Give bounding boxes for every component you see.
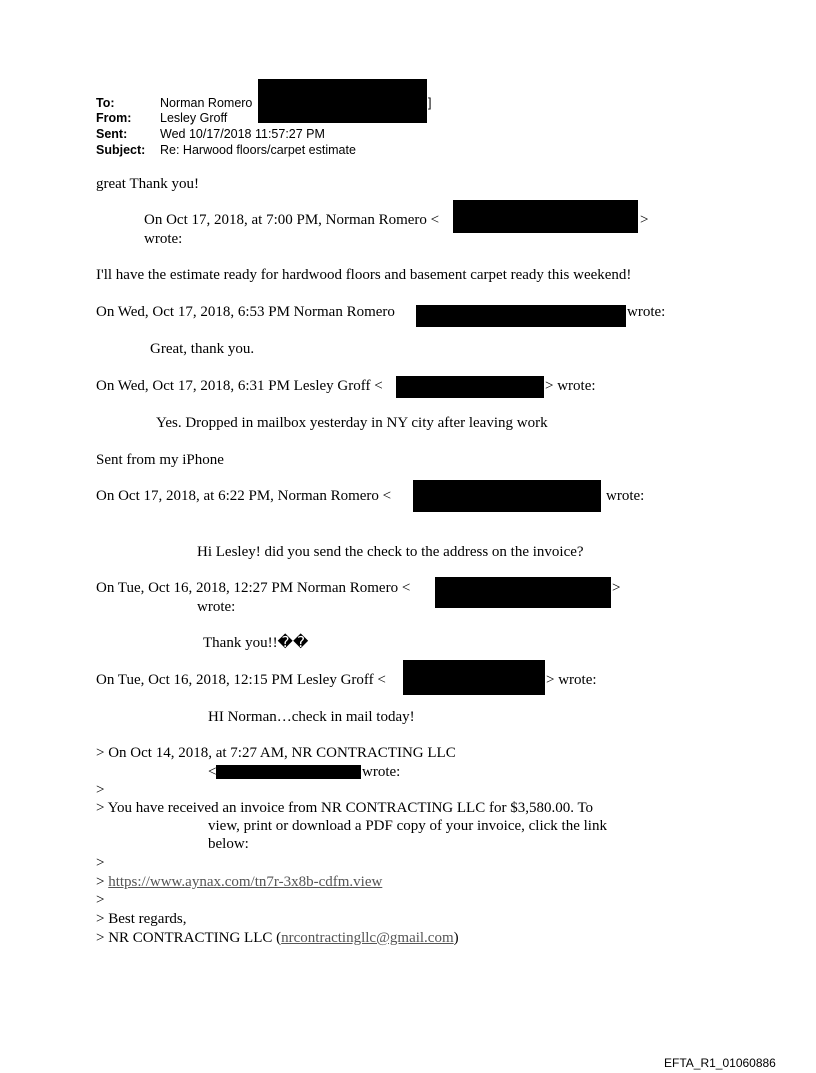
invoice-link[interactable]: https://www.aynax.com/tn7r-3x8b-cdfm.view (108, 874, 383, 890)
email-link[interactable]: nrcontractingllc@gmail.com (281, 930, 454, 946)
quote-header-tail: > (640, 212, 649, 228)
redaction-box (435, 577, 611, 608)
header-sent-value: Wed 10/17/2018 11:57:27 PM (160, 127, 325, 141)
redaction-box (403, 660, 545, 695)
body-line: Thank you!!�� (203, 635, 309, 651)
quoted-line: > (96, 782, 105, 798)
redaction-box (216, 765, 361, 779)
header-from-value: Lesley Groff (160, 111, 228, 125)
quoted-line: wrote: (362, 764, 401, 780)
signature-company: > NR CONTRACTING LLC ( (96, 930, 282, 946)
quote-header-wrote: wrote: (627, 304, 666, 320)
redaction-box (258, 79, 427, 123)
redaction-box (453, 200, 638, 233)
quote-header: On Tue, Oct 16, 2018, 12:27 PM Norman Romero < (96, 580, 411, 596)
header-subject-label: Subject: (96, 143, 146, 157)
quote-header: On Wed, Oct 17, 2018, 6:53 PM Norman Romero (96, 304, 395, 320)
redaction-box (416, 305, 626, 327)
header-subject-value: Re: Harwood floors/carpet estimate (160, 143, 356, 157)
quoted-line: below: (208, 836, 249, 852)
document-id: EFTA_R1_01060886 (664, 1056, 776, 1070)
quote-header-wrote: > wrote: (546, 672, 597, 688)
quote-header: On Wed, Oct 17, 2018, 6:31 PM Lesley Groff < (96, 378, 383, 394)
quote-header-wrote: > wrote: (545, 378, 596, 394)
redaction-box (396, 376, 544, 398)
quote-header-tail: > (612, 580, 621, 596)
quoted-line (96, 873, 382, 891)
quote-header: On Oct 17, 2018, at 6:22 PM, Norman Romero < (96, 488, 392, 504)
quoted-line (96, 929, 459, 947)
signature-line: Sent from my iPhone (96, 452, 224, 468)
quoted-line: view, print or download a PDF copy of your invoice, click the link (208, 818, 607, 834)
header-to-close: ] (428, 96, 432, 110)
quote-header: On Oct 17, 2018, at 7:00 PM, Norman Romero < (144, 212, 440, 228)
body-line: great Thank you! (96, 176, 200, 192)
header-to-label: To: (96, 96, 115, 110)
header-to-value: Norman Romero (160, 96, 253, 110)
quoted-line: > (96, 855, 105, 871)
body-line: HI Norman…check in mail today! (208, 709, 415, 725)
quote-header-wrote: wrote: (144, 231, 183, 247)
quoted-line: > Best regards, (96, 911, 187, 927)
body-line: Great, thank you. (150, 341, 255, 357)
quoted-line: > (96, 892, 105, 908)
header-sent-label: Sent: (96, 127, 128, 141)
header-from-label: From: (96, 111, 132, 125)
redaction-box (413, 480, 601, 512)
quote-header-wrote: wrote: (606, 488, 645, 504)
body-line: I'll have the estimate ready for hardwood floors and basement carpet ready this weekend! (96, 267, 632, 283)
quoted-line: < (208, 764, 217, 780)
quote-header: On Tue, Oct 16, 2018, 12:15 PM Lesley Groff < (96, 672, 386, 688)
quote-header-wrote: wrote: (197, 599, 236, 615)
quoted-line: > On Oct 14, 2018, at 7:27 AM, NR CONTRACTING LLC (96, 745, 456, 761)
quoted-line: > You have received an invoice from NR CONTRACTING LLC for $3,580.00. To (96, 800, 594, 816)
body-line: Yes. Dropped in mailbox yesterday in NY city after leaving work (156, 415, 548, 431)
quote-marker: > (96, 874, 109, 890)
body-line: Hi Lesley! did you send the check to the address on the invoice? (197, 544, 584, 560)
signature-close: ) (453, 930, 459, 946)
